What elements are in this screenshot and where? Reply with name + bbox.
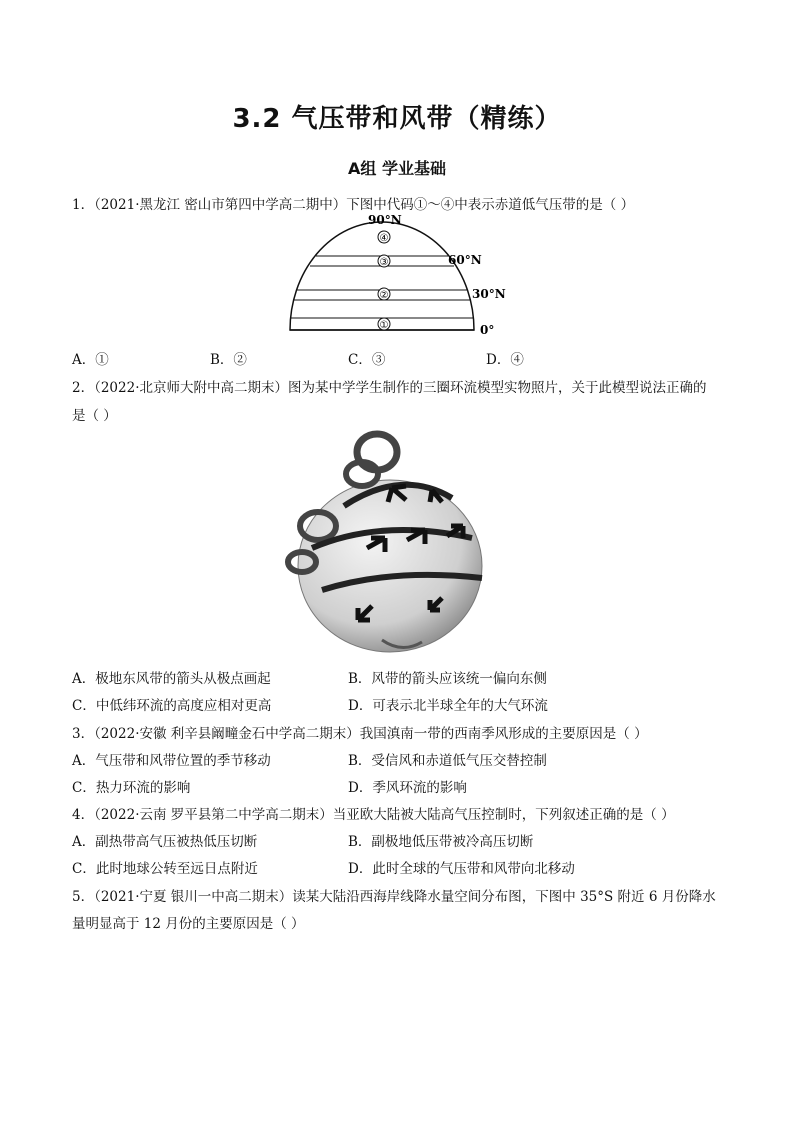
pressure-belt-diagram [270,212,510,342]
zone-label: ① [379,320,389,331]
option-b: B．副极地低压带被冷高压切断 [348,834,534,850]
question-1-stem: 1．（2021·黑龙江 密山市第四中学高二期中）下图中代码①～④中表示赤道低气压带的是（ ） [72,197,635,213]
zone-label: ② [379,290,389,301]
option-a: A．极地东风带的箭头从极点画起 [72,671,271,687]
latitude-label-0: 0° [480,323,495,337]
section-heading: A组 学业基础 [348,159,446,178]
question-2-stem-cont: 是（ ） [72,408,117,424]
option-d: D．可表示北半球全年的大气环流 [348,698,548,714]
option-b: B．风带的箭头应该统一偏向东侧 [348,671,547,687]
question-3-stem: 3．（2022·安徽 利辛县阚疃金石中学高二期末）我国滇南一带的西南季风形成的主要原因是（ ） [72,726,648,742]
question-2-stem: 2．（2022·北京师大附中高二期末）图为某中学学生制作的三圈环流模型实物照片，关于此模型说法正确的 [72,380,707,396]
option-b: B．受信风和赤道低气压交替控制 [348,753,547,769]
question-5-stem-cont: 量明显高于 12 月份的主要原因是（ ） [72,916,305,932]
option-c: C．此时地球公转至远日点附近 [72,861,258,877]
option-c: C．热力环流的影响 [72,780,191,796]
zone-label: ③ [379,257,389,268]
option-c: C．③ [348,352,386,368]
question-5-stem: 5．（2021·宁夏 银川一中高二期末）读某大陆沿西海岸线降水量空间分布图，下图中 35°S 附近 6 月份降水 [72,889,716,905]
zone-label: ④ [379,233,389,244]
page-title: 3.2 气压带和风带（精练） [232,104,562,134]
option-d: D．季风环流的影响 [348,780,467,796]
option-c: C．中低纬环流的高度应相对更高 [72,698,272,714]
three-cell-model-photo [282,428,512,660]
option-a: A．气压带和风带位置的季节移动 [72,753,271,769]
option-b: B．② [210,352,247,368]
option-d: D．此时全球的气压带和风带向北移动 [348,861,575,877]
option-a: A．① [72,352,109,368]
option-d: D．④ [486,352,524,368]
latitude-label-60n: 60°N [448,253,482,267]
question-4-stem: 4．（2022·云南 罗平县第二中学高二期末）当亚欧大陆被大陆高气压控制时，下列叙述正确的是（ ） [72,807,675,823]
option-a: A．副热带高气压被热低压切断 [72,834,258,850]
latitude-label-90n: 90°N [368,213,402,227]
latitude-label-30n: 30°N [472,287,506,301]
